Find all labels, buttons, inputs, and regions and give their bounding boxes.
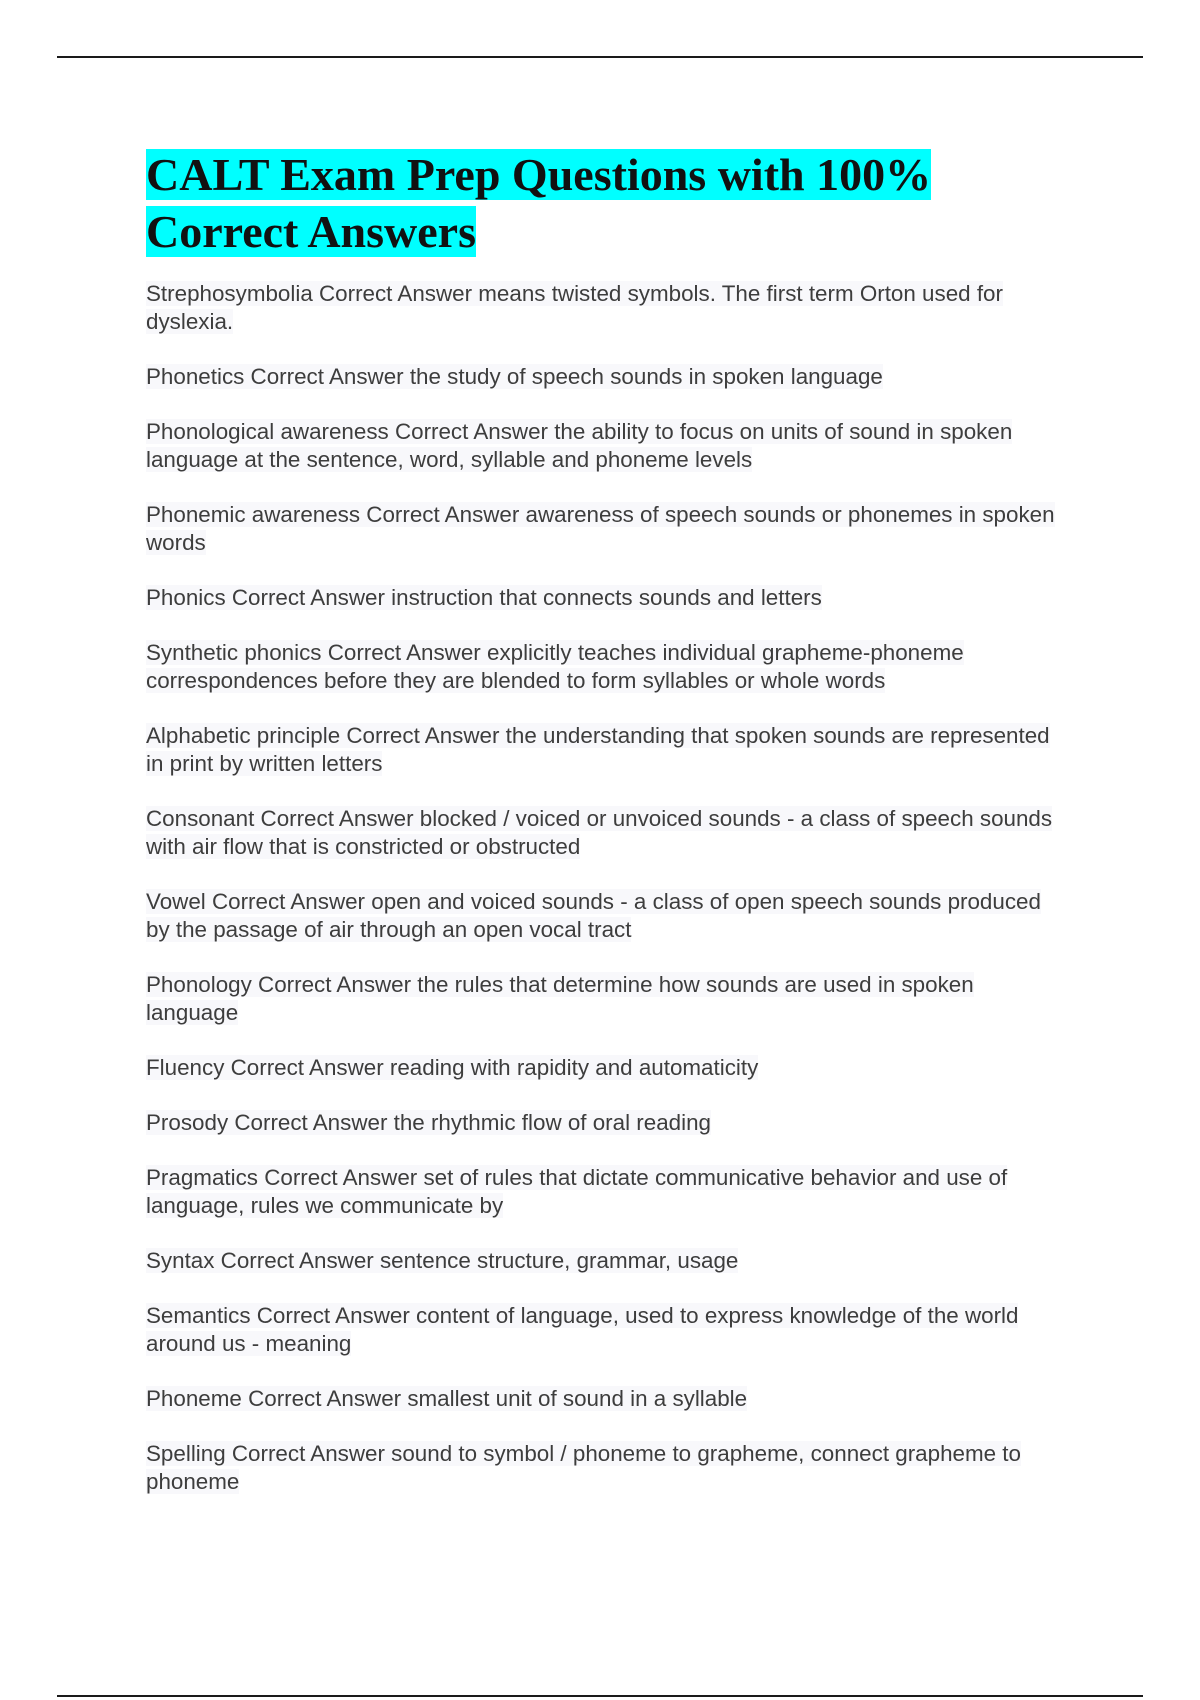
qa-entry xyxy=(146,363,1066,391)
qa-entry xyxy=(146,501,1066,557)
qa-entry-text: Phonics Correct Answer instruction that connects sounds and letters xyxy=(146,585,822,610)
qa-entry-text: Pragmatics Correct Answer set of rules that dictate communicative behavior and use of language, rules we communicate by xyxy=(146,1165,1008,1218)
qa-entry-text: Vowel Correct Answer open and voiced sounds - a class of open speech sounds produced by the passage of air through an open vocal tract xyxy=(146,889,1041,942)
qa-entry-text: Semantics Correct Answer content of language, used to express knowledge of the world around us - meaning xyxy=(146,1303,1019,1356)
qa-entry xyxy=(146,722,1066,778)
qa-entry xyxy=(146,1440,1066,1496)
qa-list xyxy=(146,280,1066,1496)
qa-entry-text: Spelling Correct Answer sound to symbol / phoneme to grapheme, connect grapheme to phoneme xyxy=(146,1441,1021,1494)
qa-entry-text: Syntax Correct Answer sentence structure, grammar, usage xyxy=(146,1248,739,1273)
document-title xyxy=(146,146,1066,260)
qa-entry xyxy=(146,971,1066,1027)
qa-entry xyxy=(146,1385,1066,1413)
qa-entry xyxy=(146,584,1066,612)
qa-entry xyxy=(146,280,1066,336)
qa-entry-text: Phonology Correct Answer the rules that determine how sounds are used in spoken language xyxy=(146,972,974,1025)
qa-entry-text: Alphabetic principle Correct Answer the understanding that spoken sounds are represented in print by written letters xyxy=(146,723,1050,776)
title-line-2: Correct Answers xyxy=(146,206,476,257)
qa-entry xyxy=(146,1164,1066,1220)
qa-entry xyxy=(146,418,1066,474)
qa-entry-text: Phonological awareness Correct Answer the ability to focus on units of sound in spoken language at the sentence, word, syllable and phoneme levels xyxy=(146,419,1013,472)
qa-entry-text: Strephosymbolia Correct Answer means twisted symbols. The first term Orton used for dyslexia. xyxy=(146,281,1003,334)
footer-rule xyxy=(57,1695,1143,1697)
qa-entry-text: Phonemic awareness Correct Answer awareness of speech sounds or phonemes in spoken words xyxy=(146,502,1055,555)
qa-entry-text: Phoneme Correct Answer smallest unit of sound in a syllable xyxy=(146,1386,748,1411)
qa-entry-text: Phonetics Correct Answer the study of speech sounds in spoken language xyxy=(146,364,883,389)
document-body xyxy=(146,146,1066,1523)
qa-entry-text: Fluency Correct Answer reading with rapidity and automaticity xyxy=(146,1055,759,1080)
qa-entry xyxy=(146,1302,1066,1358)
qa-entry xyxy=(146,639,1066,695)
qa-entry-text: Consonant Correct Answer blocked / voiced or unvoiced sounds - a class of speech sounds with air flow that is constricted or obstructed xyxy=(146,806,1053,859)
qa-entry xyxy=(146,805,1066,861)
qa-entry-text: Prosody Correct Answer the rhythmic flow of oral reading xyxy=(146,1110,711,1135)
qa-entry xyxy=(146,1247,1066,1275)
qa-entry xyxy=(146,1109,1066,1137)
qa-entry xyxy=(146,888,1066,944)
title-line-1: CALT Exam Prep Questions with 100% xyxy=(146,149,932,200)
qa-entry xyxy=(146,1054,1066,1082)
header-rule xyxy=(57,56,1143,58)
qa-entry-text: Synthetic phonics Correct Answer explicitly teaches individual grapheme-phoneme correspondences before they are blended to form syllables or whole words xyxy=(146,640,964,693)
